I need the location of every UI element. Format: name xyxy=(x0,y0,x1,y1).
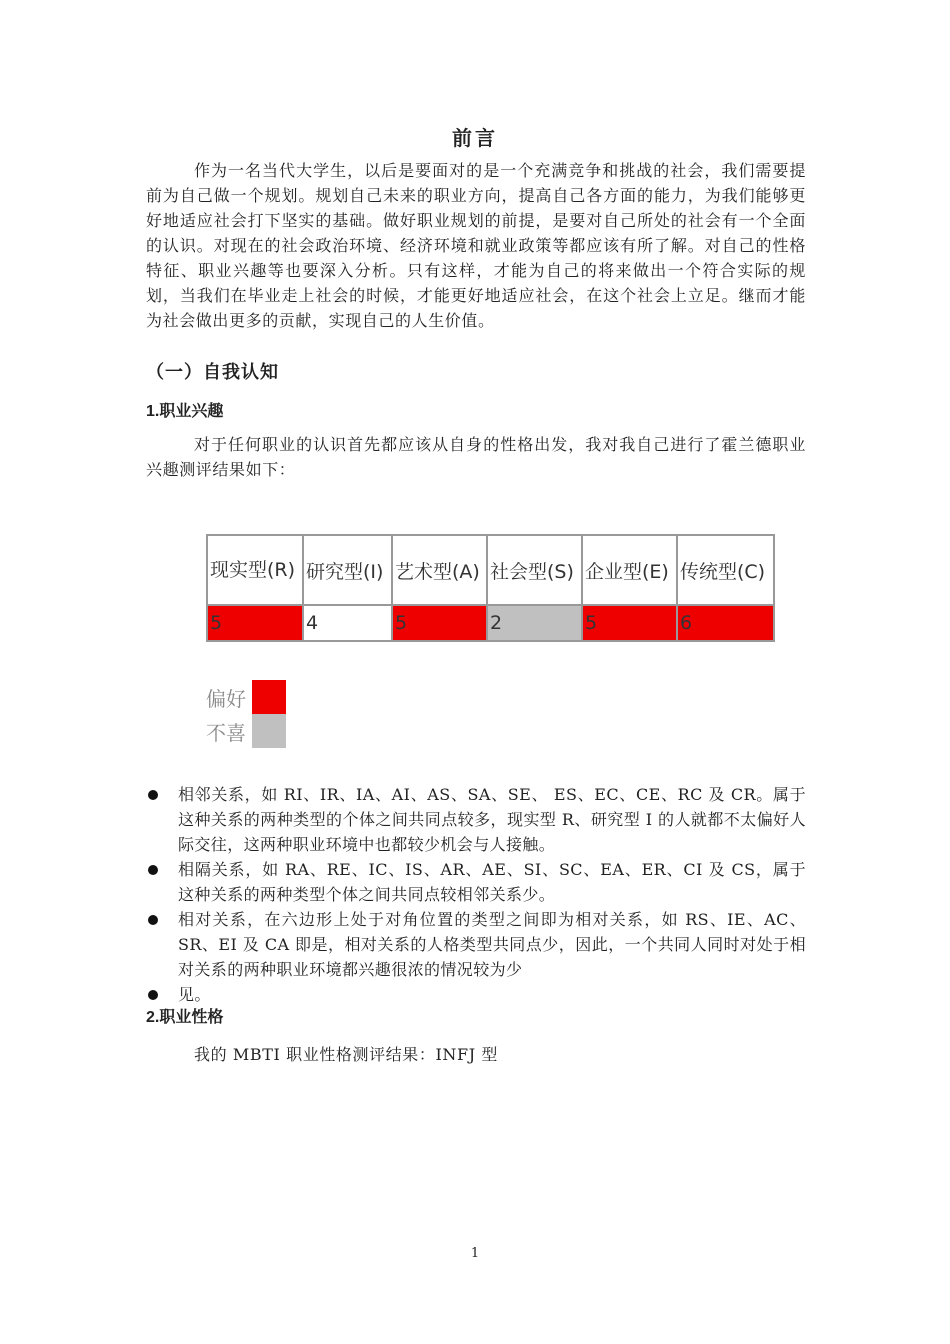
holland-header-cell: 艺术型(A) xyxy=(392,535,487,605)
page-number: 1 xyxy=(470,1246,480,1261)
legend-dislike-label: 不喜 xyxy=(206,720,246,745)
bullet-icon xyxy=(148,990,158,1000)
holland-value-cell: 4 xyxy=(303,605,392,641)
holland-header-row xyxy=(207,535,774,605)
holland-value-cell: 6 xyxy=(677,605,774,641)
career-interest-paragraph: 对于任何职业的认识首先都应该从自身的性格出发，我对我自己进行了霍兰德职业兴趣测评结果如下： xyxy=(146,435,806,479)
holland-header-cell: 传统型(C) xyxy=(677,535,774,605)
subheading-career-personality: 2.职业性格 xyxy=(146,1009,224,1026)
holland-value-row xyxy=(207,605,774,641)
legend-dislike xyxy=(206,714,286,748)
holland-header-cell: 社会型(S) xyxy=(487,535,582,605)
holland-value-cell: 2 xyxy=(487,605,582,641)
mbti-result-paragraph: 我的 MBTI 职业性格测评结果：INFJ 型 xyxy=(194,1045,499,1064)
holland-value-cell: 5 xyxy=(582,605,677,641)
legend-dislike-swatch xyxy=(252,714,286,748)
list-item: 相隔关系，如 RA、RE、IC、IS、AR、AE、SI、SC、EA、ER、CI 及 CS，属于这种关系的两种类型个体之间共同点较相邻关系少。 xyxy=(146,857,806,907)
legend-prefer-swatch xyxy=(252,680,286,714)
holland-value-cell: 5 xyxy=(207,605,303,641)
holland-relationship-list xyxy=(146,782,806,1007)
holland-legend xyxy=(206,680,286,748)
bullet-icon xyxy=(148,915,158,925)
list-item: 相对关系，在六边形上处于对角位置的类型之间即为相对关系，如 RS、IE、AC、SR、EI 及 CA 即是，相对关系的人格类型共同点少，因此，一个共同人同时对处于相对关系的两种职业环境都兴趣很浓的情况较为少 xyxy=(146,907,806,982)
holland-header-cell: 企业型(E) xyxy=(582,535,677,605)
bullet-icon xyxy=(148,865,158,875)
list-item: 见。 xyxy=(146,982,806,1007)
holland-result-table xyxy=(206,534,775,642)
holland-header-cell: 研究型(I) xyxy=(303,535,392,605)
section-heading-self-awareness: （一）自我认知 xyxy=(146,362,279,383)
holland-value-cell: 5 xyxy=(392,605,487,641)
preface-title: 前言 xyxy=(452,126,498,150)
holland-header-cell: 现实型(R) xyxy=(207,535,303,605)
list-item: 相邻关系，如 RI、IR、IA、AI、AS、SA、SE、 ES、EC、CE、RC 及 CR。属于这种关系的两种类型的个体之间共同点较多，现实型 R、研究型 I 的人就都不太偏好人际交往，这两种职业环境中也都较少机会与人接触。 xyxy=(146,782,806,857)
preface-paragraph: 作为一名当代大学生，以后是要面对的是一个充满竞争和挑战的社会，我们需要提前为自己做一个规划。规划自己未来的职业方向，提高自己各方面的能力，为我们能够更好地适应社会打下坚实的基础。做好职业规划的前提，是要对自己所处的社会有一个全面的认识。对现在的社会政治环境、经济环境和就业政策等都应该有所了解。对自己的性格特征、职业兴趣等也要深入分析。只有这样，才能为自己的将来做出一个符合实际的规划，当我们在毕业走上社会的时候，才能更好地适应社会，在这个社会上立足。继而才能为社会做出更多的贡献，实现自己的人生价值。 xyxy=(146,161,806,330)
bullet-icon xyxy=(148,790,158,800)
subheading-career-interest: 1.职业兴趣 xyxy=(146,403,224,420)
legend-prefer xyxy=(206,680,286,714)
legend-prefer-label: 偏好 xyxy=(206,686,246,711)
